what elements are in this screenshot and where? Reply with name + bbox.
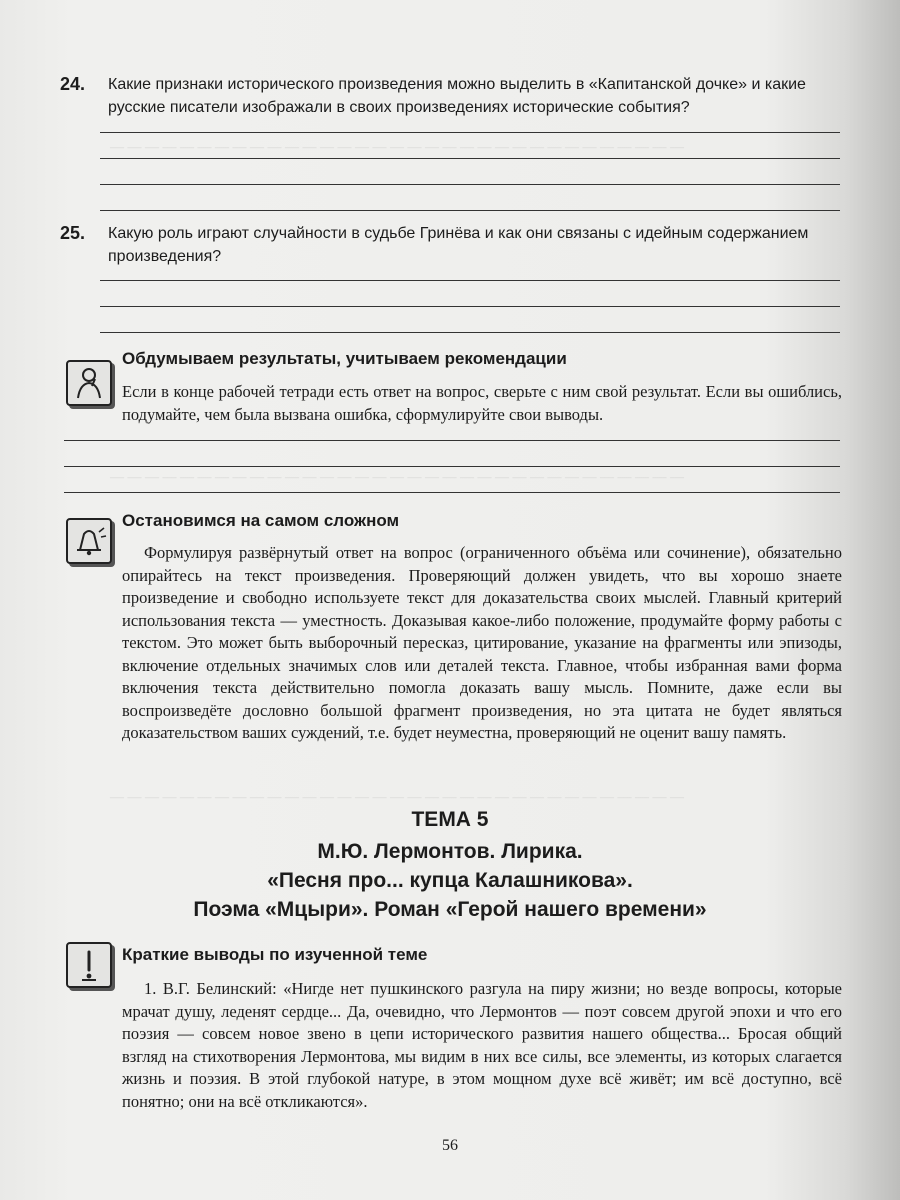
section-hard-text: [122, 542, 842, 745]
answer-line[interactable]: [100, 280, 840, 281]
bleed-through-text: — — — — — — — — — — — — — — — — — — — — — — — — — — — — — — — — —: [110, 470, 684, 485]
exclamation-icon: [66, 942, 112, 988]
paragraph: Формулируя развёрнутый ответ на вопрос (ограниченного объёма или сочинение), обязательно опирайтесь на текст произведения. Проверяющий должен увидеть, что вы хорошо знаете произведение и свободно используете текст для доказательства своих мыслей. Главный критерий использования текста — уместность. Доказывая какое-либо положение, продумайте форму работы с текстом. Это может быть выборочный пересказ, цитирование, указание на фрагменты или эпизоды, включение отдельных значимых слов или деталей текста. Главное, чтобы избранная вами форма включения текста действительно помогла доказать вашу мысль. Помните, даже если вы воспроизведёте дословно большой фрагмент произведения, но эта цитата не будет являться доказательством ваших суждений, т.е. будет неуместна, проверяющий не оценит вашу память.: [122, 543, 842, 742]
section-heading: Краткие выводы по изученной теме: [122, 945, 428, 964]
question-25: [60, 222, 840, 268]
thinking-person-icon: [66, 360, 112, 406]
answer-line[interactable]: [64, 440, 840, 441]
answer-line[interactable]: [100, 210, 840, 211]
answer-line[interactable]: [100, 132, 840, 133]
paragraph: Если в конце рабочей тетради есть ответ на вопрос, сверьте с ним свой результат. Если вы ошиблись, подумайте, чем была вызвана ошибка, сформулируйте свои выводы.: [122, 382, 842, 424]
answer-line[interactable]: [64, 492, 840, 493]
question-text: Какую роль играют случайности в судьбе Гринёва и как они связаны с идейным содержанием произведения?: [108, 225, 809, 265]
answer-line[interactable]: [100, 332, 840, 333]
bell-icon: [66, 518, 112, 564]
question-text: Какие признаки исторического произведения можно выделить в «Капитанской дочке» и какие русские писатели изображали в своих произведениях исторические события?: [108, 76, 806, 116]
paragraph: 1. В.Г. Белинский: «Нигде нет пушкинского разгула на пиру жизни; но везде вопросы, которые мрачат душу, леденят сердце... Да, очевидно, что Лермонтов — поэт совсем другой эпохи и что его поэзия — совсем новое звено в цепи исторического развития нашего общества... Бросая общий взгляд на стихотворения Лермонтова, мы видим в них все силы, все элементы, из которых слагается жизнь и поэзия. В этой глубокой натуре, в этом мощном духе всё живёт; им всё доступно, всё понятно; они на всё откликаются».: [122, 979, 842, 1111]
tema-label: ТЕМА 5: [411, 808, 489, 831]
answer-line[interactable]: [100, 158, 840, 159]
section-heading: Остановимся на самом сложном: [122, 511, 400, 530]
section-heading: Обдумываем результаты, учитываем рекомендации: [122, 349, 567, 368]
tema-title-line: Поэма «Мцыри». Роман «Герой нашего времени»: [193, 898, 707, 921]
answer-line[interactable]: [64, 466, 840, 467]
section-summary-text: [122, 978, 842, 1113]
bleed-through-text: — — — — — — — — — — — — — — — — — — — — — — — — — — — — — — — — —: [110, 140, 684, 155]
question-number: 24.: [60, 74, 86, 94]
tema-title-line: М.Ю. Лермонтов. Лирика.: [317, 840, 583, 863]
answer-line[interactable]: [100, 184, 840, 185]
tema-title-line: «Песня про... купца Калашникова».: [267, 869, 633, 892]
question-number: 25.: [60, 223, 86, 243]
question-24: [60, 73, 840, 119]
answer-line[interactable]: [100, 306, 840, 307]
bleed-through-text: — — — — — — — — — — — — — — — — — — — — — — — — — — — — — — — — —: [110, 790, 684, 805]
section-results-text: [122, 381, 842, 426]
page-number: 56: [442, 1137, 458, 1154]
